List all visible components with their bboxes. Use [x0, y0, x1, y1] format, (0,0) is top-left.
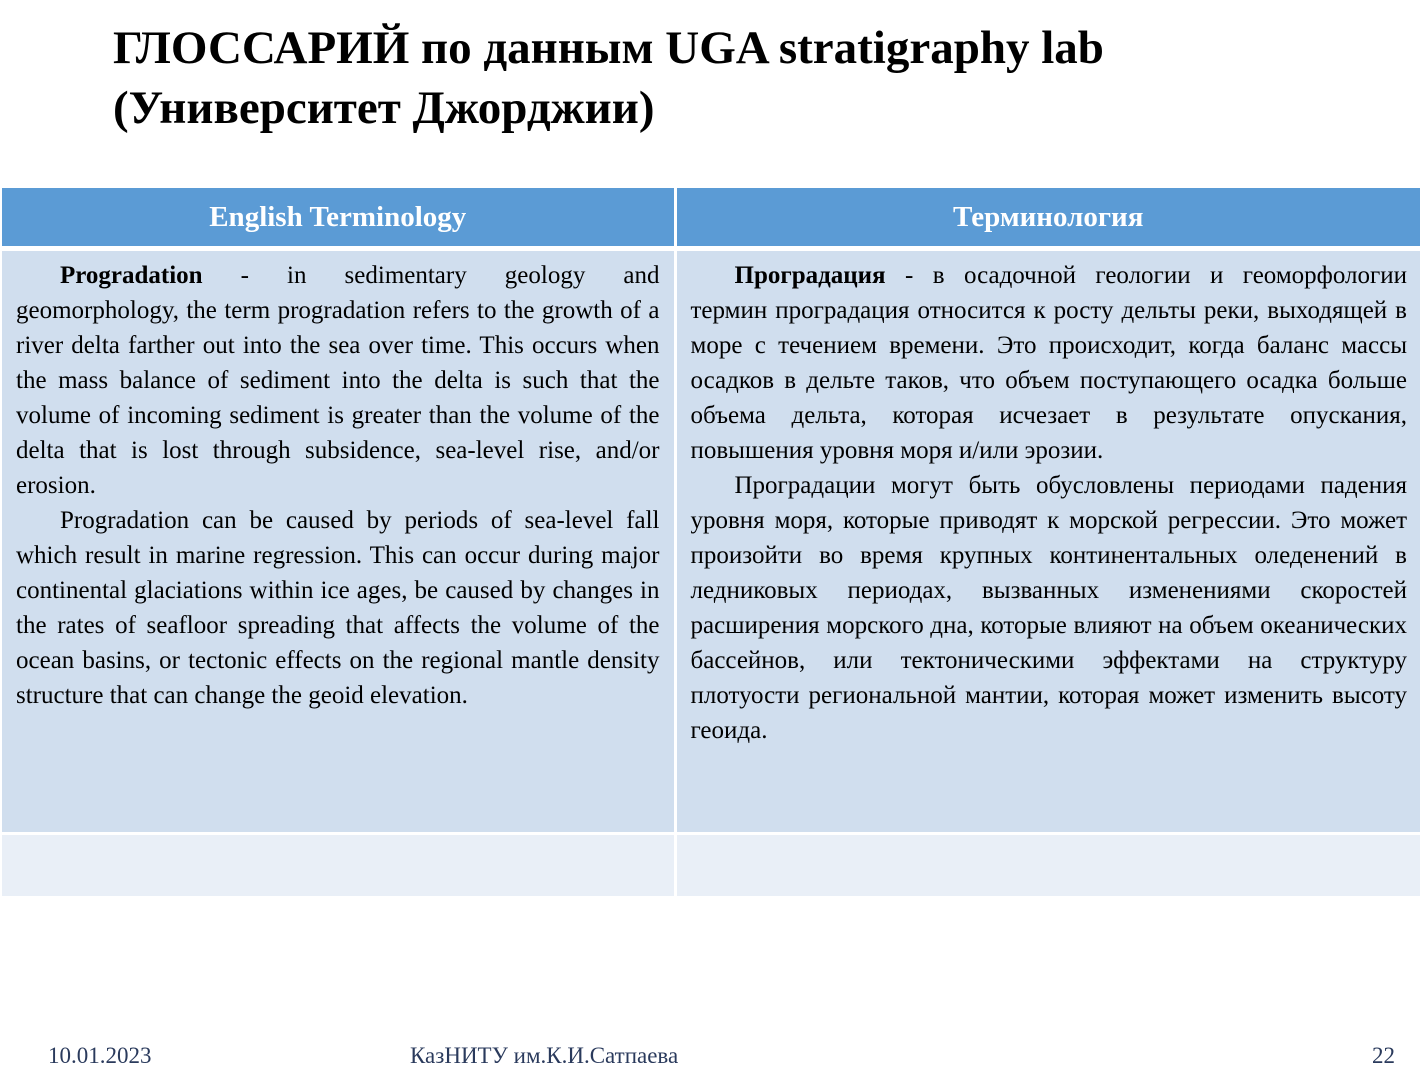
english-definition-cell [2, 249, 675, 834]
russian-paragraph-2: Проградации могут быть обусловлены периодами падения уровня моря, которые приводят к морской регрессии. Это может произойти во время крупных континентальных оледенений в ледниковых периодах, вызванных изменениями скоростей расширения морского дна, которые влияют на объем океанических бассейнов, или тектоническими эффектами на структуру плотуости региональной мантии, которая может изменить высоту геоида. [690, 472, 1407, 744]
empty-cell-russian [675, 834, 1420, 896]
english-paragraph-2: Progradation can be caused by periods of sea-level fall which result in marine regression. This can occur during major continental glaciations within ice ages, be caused by changes in the rates of seafloor spreading that affects the volume of the ocean basins, or tectonic effects on the regional mantle density structure that can change the geoid elevation. [16, 507, 660, 709]
slide-title-line-2: (Университет Джорджии) [113, 82, 655, 134]
english-paragraph-1-text: - in sedimentary geology and geomorphology, the term progradation refers to the growth of a river delta farther out into the sea over time. This occurs when the mass balance of sediment into the delta is such that the volume of incoming sediment is greater than the volume of the delta that is lost through subsidence, sea-level rise, and/or erosion. [16, 262, 660, 499]
russian-paragraph-1 [691, 258, 1408, 468]
glossary-table [2, 188, 1420, 896]
table-header-row [2, 188, 1420, 249]
empty-cell-english [2, 834, 675, 896]
english-term: Progradation [60, 262, 203, 289]
footer-page-number: 22 [1372, 1043, 1395, 1068]
russian-paragraph-1-text: - в осадочной геологии и геоморфологии термин проградация относится к росту дельты реки, выходящей в море с течением времени. Это происходит, когда баланс массы осадков в дельте таков, что объем поступающего осадка больше объема дельта, которая исчезает в результате опускания, повышения уровня моря и/или эрозии. [690, 262, 1407, 464]
table-row [2, 249, 1420, 834]
russian-definition-cell [675, 249, 1420, 834]
english-paragraph-1 [16, 258, 660, 503]
header-russian-terminology: Терминология [675, 188, 1420, 249]
footer-organization: КазНИТУ им.К.И.Сатпаева [410, 1043, 679, 1068]
slide-title [113, 18, 1363, 138]
empty-table-row [2, 834, 1420, 896]
footer-date: 10.01.2023 [48, 1043, 152, 1068]
slide-title-line-1: ГЛОССАРИЙ по данным UGA stratigraphy lab [113, 22, 1104, 74]
russian-term: Проградация [734, 262, 886, 289]
header-english-terminology: English Terminology [2, 188, 675, 249]
